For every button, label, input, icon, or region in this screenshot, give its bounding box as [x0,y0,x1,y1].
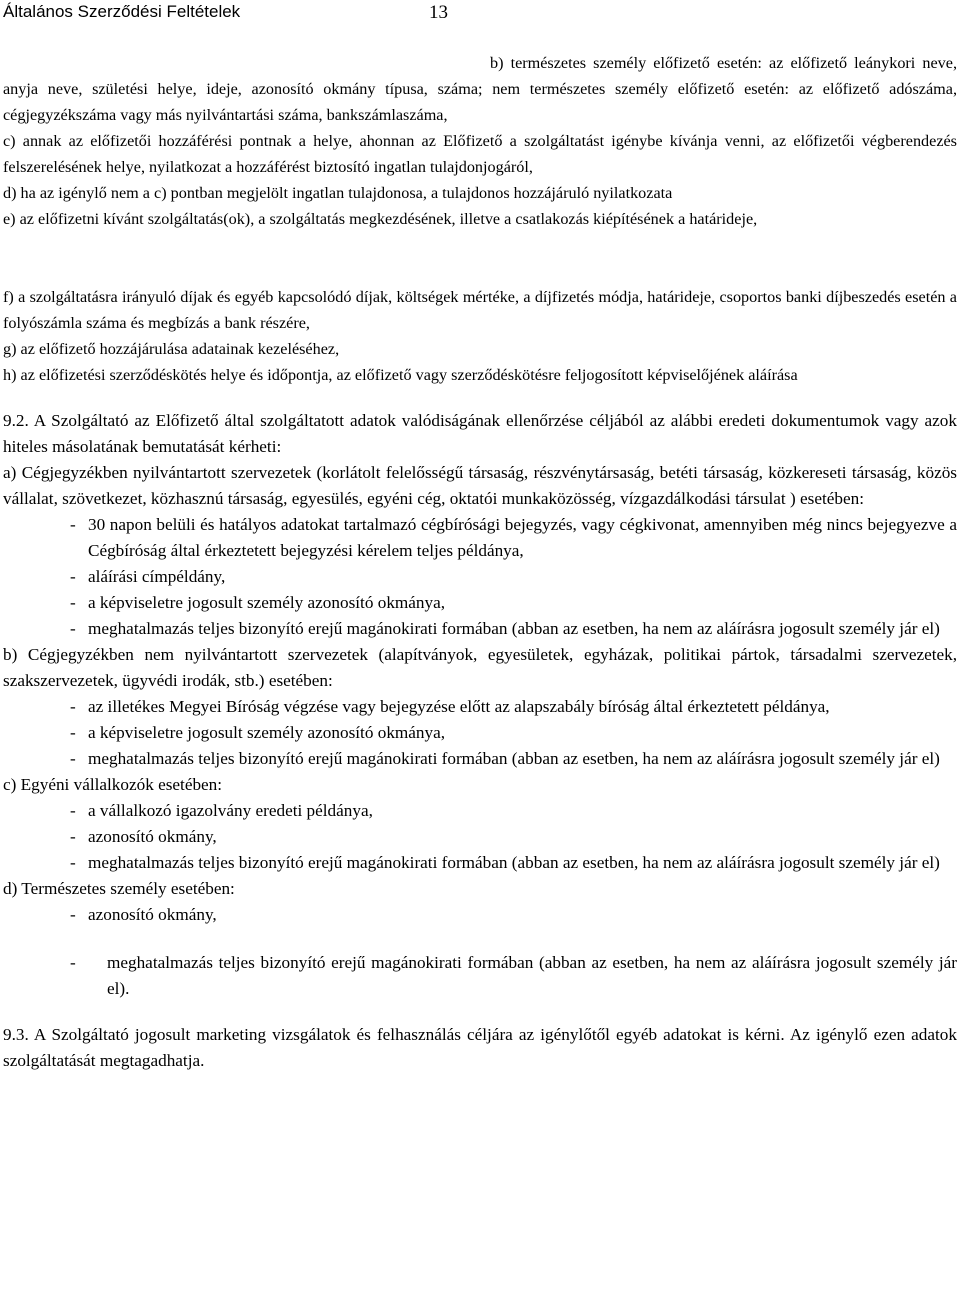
list-item-text: 30 napon belüli és hatályos adatokat tartalmazó cégbírósági bejegyzés, vagy cégkivonat, amennyiben még nincs bejegyezve a Cégbíróság által érkeztetett bejegyzési kérelem teljes példánya, [88,515,957,560]
dash-bullet: - [70,697,76,716]
item-h: h) az előfizetési szerződéskötés helye és időpontja, az előfizető vagy szerződéskötésre feljogosított képviselőjének aláírása [3,366,798,384]
list-item-text: aláírási címpéldány, [88,567,226,586]
list-item [3,512,957,564]
subsection-c-intro: c) Egyéni vállalkozók esetében: [3,775,223,794]
dash-bullet: - [70,515,76,534]
dash-bullet: - [70,723,76,742]
list-item-text: az illetékes Megyei Bíróság végzése vagy bejegyzése előtt az alapszabály bíróság által érkeztetett példánya, [88,697,830,716]
list-item-text: a képviseletre jogosult személy azonosító okmánya, [88,723,446,742]
list-item [3,824,957,850]
list-item [3,590,957,616]
dash-bullet: - [70,593,76,612]
spacer [3,928,957,950]
list-item-text: azonosító okmány, [88,905,217,924]
list-item-text: meghatalmazás teljes bizonyító erejű magánokirati formában (abban az esetben, ha nem az aláírásra jogosult személy jár el) [88,853,940,872]
list-item [3,950,957,1002]
list-item [3,746,957,772]
item-b: b) természetes személy előfizető esetén: az előfizető leánykori neve, anyja neve, születési helye, ideje, azonosító okmány típusa, száma; nem természetes személy előfizető esetén: az előfizető adószáma, cégjegyzékszáma vagy más nyilvántartási száma, bankszámlaszáma, [3,54,957,124]
dash-bullet: - [70,801,76,820]
spacer [3,232,957,284]
section-9-3: 9.3. A Szolgáltató jogosult marketing vizsgálatok és felhasználás céljára az igénylőtől egyéb adatokat is kérni. Az igénylő ezen adatok szolgáltatását megtagadhatja. [3,1025,957,1070]
list-item-text: meghatalmazás teljes bizonyító erejű magánokirati formában (abban az esetben, ha nem az aláírásra jogosult személy jár el) [88,749,940,768]
item-g: g) az előfizető hozzájárulása adatainak kezeléséhez, [3,340,340,358]
dash-bullet: - [70,749,76,768]
list-item-text: a vállalkozó igazolvány eredeti példánya, [88,801,373,820]
dash-bullet: - [70,953,76,972]
page-number: 13 [429,2,448,23]
document-title: Általános Szerződési Feltételek [3,2,241,21]
subsection-b-intro: b) Cégjegyzékben nem nyilvántartott szervezetek (alapítványok, egyesületek, egyházak, politikai pártok, társadalmi szervezetek, szakszervezetek, ügyvédi irodák, stb.) esetében: [3,645,957,690]
list-item-text: azonosító okmány, [88,827,217,846]
dash-bullet: - [70,853,76,872]
dash-bullet: - [70,827,76,846]
list-item [3,694,957,720]
page-header [3,2,957,24]
item-d: d) ha az igénylő nem a c) pontban megjelölt ingatlan tulajdonosa, a tulajdonos hozzájáruló nyilatkozata [3,184,673,202]
list-item-text: meghatalmazás teljes bizonyító erejű magánokirati formában (abban az esetben, ha nem az aláírásra jogosult személy jár el). [107,953,957,998]
list-item [3,850,957,876]
list-item [3,902,957,928]
spacer [3,388,957,408]
item-e: e) az előfizetni kívánt szolgáltatás(ok), a szolgáltatás megkezdésének, illetve a csatlakozás kiépítésének a határideje, [3,210,758,228]
spacer [3,1002,957,1022]
list-item-text: meghatalmazás teljes bizonyító erejű magánokirati formában (abban az esetben, ha nem az aláírásra jogosult személy jár el) [88,619,940,638]
page-body [3,50,957,1074]
list-item [3,720,957,746]
dash-bullet: - [70,905,76,924]
section-9-2-intro: 9.2. A Szolgáltató az Előfizető által szolgáltatott adatok valódiságának ellenőrzése céljából az alábbi eredeti dokumentumok vagy azok hiteles másolatának bemutatását kérheti: [3,411,957,456]
list-item [3,564,957,590]
subsection-d-intro: d) Természetes személy esetében: [3,879,235,898]
list-item [3,798,957,824]
list-item-text: a képviseletre jogosult személy azonosító okmánya, [88,593,446,612]
list-item [3,616,957,642]
subsection-a-intro: a) Cégjegyzékben nyilvántartott szervezetek (korlátolt felelősségű társaság, részvénytársaság, betéti társaság, közkereseti társaság, közös vállalat, szövetkezet, közhasznú társaság, egyesülés, egyéni cég, oktatói munkaközösség, vízgazdálkodási társulat ) esetében: [3,463,957,508]
dash-bullet: - [70,619,76,638]
dash-bullet: - [70,567,76,586]
item-c: c) annak az előfizetői hozzáférési pontnak a helye, ahonnan az Előfizető a szolgáltatást igénybe kívánja venni, az előfizetői végberendezés felszerelésének helye, nyilatkozat a hozzáférést biztosító ingatlan tulajdonjogáról, [3,132,957,176]
item-f: f) a szolgáltatásra irányuló díjak és egyéb kapcsolódó díjak, költségek mértéke, a díjfizetés módja, határideje, csoportos banki díjbeszedés esetén a folyószámla száma és megbízás a bank részére, [3,288,957,332]
